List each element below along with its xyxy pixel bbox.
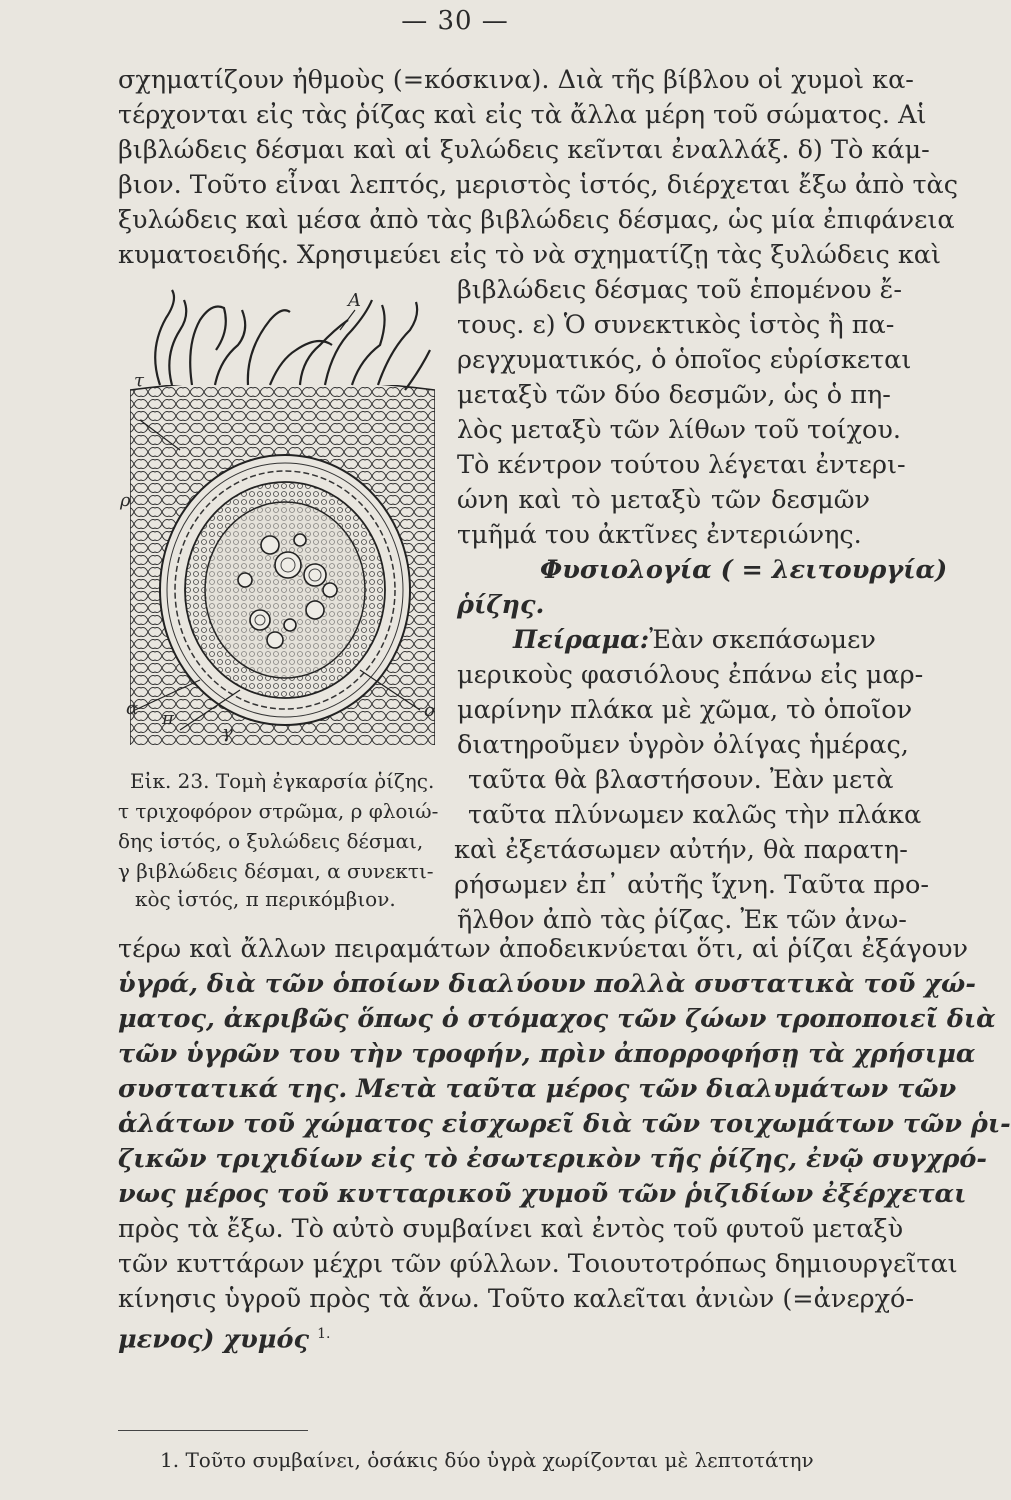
footnote-rule [118,1430,308,1431]
text-line: ματος, ἀκριβῶς ὅπως ὁ στόμαχος τῶν ζώων τροποποιεῖ διὰ [118,1004,996,1034]
text-line: σχηματίζουν ἠθμοὺς (=κόσκινα). Διὰ τῆς βίβλου οἱ χυμοὶ κα- [118,65,914,95]
text-line: τους. ε) Ὁ συνεκτικὸς ἱστὸς ἢ πα- [457,310,895,340]
text-line: βιον. Τοῦτο εἶναι λεπτός, μεριστὸς ἱστός, διέρχεται ἔξω ἀπὸ τὰς [118,170,959,200]
text-line: τέρχονται εἰς τὰς ῥίζας καὶ εἰς τὰ ἄλλα μέρη τοῦ σώματος. Αἱ [118,100,927,130]
text-line: κυματοειδής. Χρησιμεύει εἰς τὸ νὰ σχηματίζῃ τὰς ξυλώδεις καὶ [118,240,941,270]
text-line: ώνη καὶ τὸ μεταξὺ τῶν δεσμῶν [457,485,870,515]
section-heading-cont: ῥίζης. [457,590,545,620]
text-line: ἁλάτων τοῦ χώματος εἰσχωρεῖ διὰ τῶν τοιχωμάτων τῶν ῥι- [118,1109,1011,1139]
text-line: τμῆμά του ἀκτῖνες ἐντεριώνης. [457,520,862,550]
section-heading: Φυσιολογία ( = λειτουργία) [540,555,948,585]
text-line: διατηροῦμεν ὑγρὸν ὀλίγας ἡμέρας, [457,730,909,760]
figure-label-p: π [162,708,174,729]
figure-caption-line: γ βιβλώδεις δέσμαι, α συνεκτι- [118,859,434,883]
root-cross-section-figure [120,290,455,750]
figure-label-r: ρ [120,490,131,511]
text-line: ρήσωμεν ἐπ᾽ αὐτῆς ἴχνη. Ταῦτα προ- [454,870,929,900]
text-line: τῶν ὑγρῶν του τὴν τροφήν, πρὶν ἀπορροφήσῃ τὰ χρήσιμα [118,1039,976,1069]
text-line: ταῦτα πλύνωμεν καλῶς τὴν πλάκα [468,800,922,830]
text-line: τῶν κυττάρων μέχρι τῶν φύλλων. Τοιουτοτρόπως δημιουργεῖται [118,1249,958,1279]
figure-label-a: α [126,698,139,719]
text-line: νως μέρος τοῦ κυτταρικοῦ χυμοῦ τῶν ῥιζιδίων ἐξέρχεται [118,1179,967,1209]
text-line: ὑγρά, διὰ τῶν ὁποίων διαλύουν πολλὰ συστατικὰ τοῦ χώ- [118,969,976,999]
experiment-line [513,624,876,656]
text-line: βιβλώδεις δέσμαι καὶ αἱ ξυλώδεις κεῖνται ἐναλλάξ. δ) Τὸ κάμ- [118,135,930,165]
text-line: ζικῶν τριχιδίων εἰς τὸ ἐσωτερικὸν τῆς ῥίζης, ἐνῷ συγχρό- [118,1144,988,1174]
figure-label-g: γ [222,722,233,743]
text-line: πρὸς τὰ ἔξω. Τὸ αὐτὸ συμβαίνει καὶ ἐντὸς τοῦ φυτοῦ μεταξὺ [118,1214,904,1244]
figure-label-A: A [348,290,361,311]
text-line: τέρω καὶ ἄλλων πειραμάτων ἀποδεικνύεται ὅτι, αἱ ῥίζαι ἐξάγουν [118,934,969,964]
text-line: ρεγχυματικός, ὁ ὁποῖος εὑρίσκεται [457,345,912,375]
figure-caption-line: κὸς ἱστός, π περικόμβιον. [135,887,396,911]
footnote-marker: 1. [317,1326,331,1342]
text-line: κίνησις ὑγροῦ πρὸς τὰ ἄνω. Τοῦτο καλεῖται ἀνιὼν (=ἀνερχό- [118,1284,915,1314]
figure-caption-title: Εἰκ. 23. Τομὴ ἐγκαρσία ῥίζης. [130,769,435,793]
experiment-label: Πείραμα: [513,625,650,655]
experiment-text: Ἐὰν σκεπάσωμεν [649,625,876,655]
text-line: συστατικά της. Μετὰ ταῦτα μέρος τῶν διαλυμάτων τῶν [118,1074,957,1104]
text-line: μερικοὺς φασιόλους ἐπάνω εἰς μαρ- [457,660,924,690]
page-number: — 30 — [401,6,509,36]
text-line: ξυλώδεις καὶ μέσα ἀπὸ τὰς βιβλώδεις δέσμας, ὡς μία ἐπιφάνεια [118,205,955,235]
term-rising-sap: μενος) χυμός [118,1324,310,1355]
figure-label-o: ο [424,700,435,721]
footnote: 1. Τοῦτο συμβαίνει, ὁσάκις δύο ὑγρὰ χωρίζονται μὲ λεπτοτάτην [160,1448,814,1472]
text-line: ῆλθον ἀπὸ τὰς ῥίζας. Ἐκ τῶν ἀνω- [457,905,907,935]
text-line: μαρίνην πλάκα μὲ χῶμα, τὸ ὁποῖον [457,695,913,725]
text-line: Τὸ κέντρον τούτου λέγεται ἐντερι- [457,450,906,480]
root-hairs [155,290,430,390]
text-line: ταῦτα θὰ βλαστήσουν. Ἐὰν μετὰ [468,765,894,795]
text-line-last [118,1318,330,1356]
text-line: μεταξὺ τῶν δύο δεσμῶν, ὡς ὁ πη- [457,380,891,410]
text-line: καὶ ἐξετάσωμεν αὐτήν, θὰ παρατη- [454,835,908,865]
text-line: βιβλώδεις δέσμας τοῦ ἑπομένου ἔ- [457,275,902,305]
figure-label-t: τ [134,370,144,391]
figure-caption-line: τ τριχοφόρον στρῶμα, ρ φλοιώ- [118,799,439,823]
text-line: λὸς μεταξὺ τῶν λίθων τοῦ τοίχου. [457,415,902,445]
root-section-drawing [120,290,455,750]
figure-caption-line: δης ἱστός, ο ξυλώδεις δέσμαι, [118,829,424,853]
